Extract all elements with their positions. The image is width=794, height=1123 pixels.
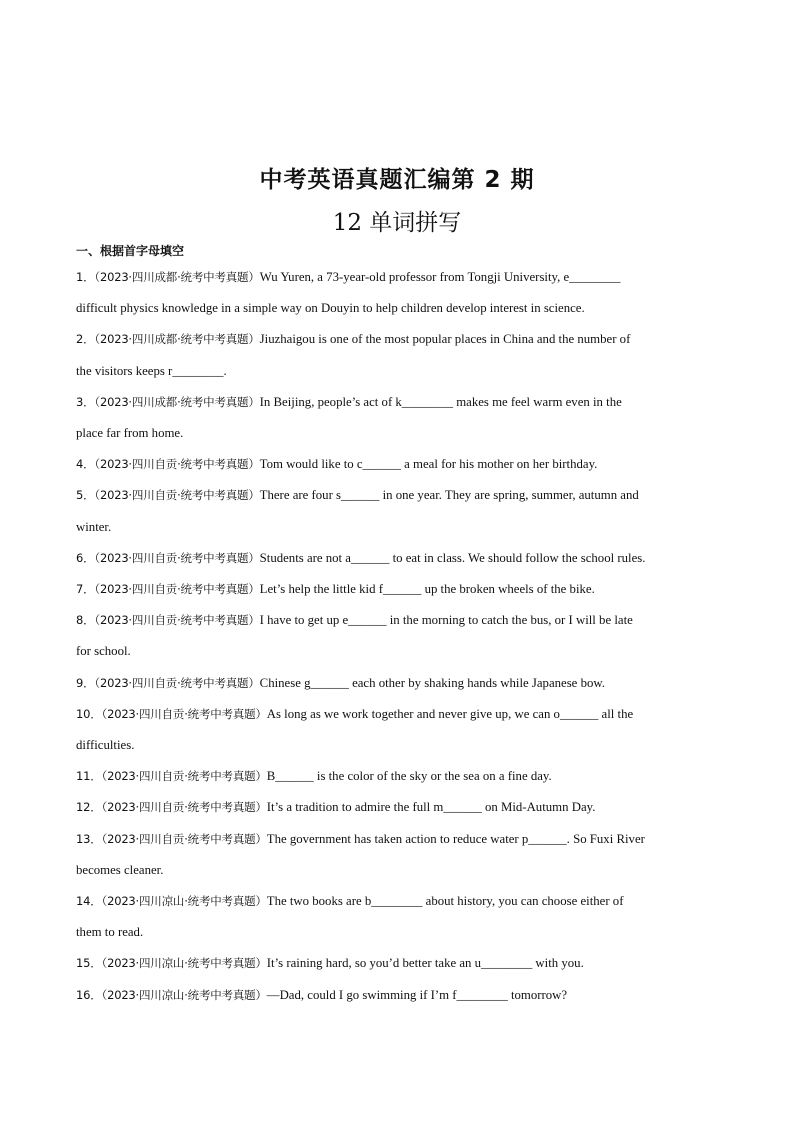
- question-continuation: [76, 730, 726, 761]
- question-text: difficult physics knowledge in a simple way on Douyin to help children develop interest in science.: [76, 301, 585, 316]
- question-item: [76, 824, 726, 855]
- question-source: 3．（2023·四川成都·统考中考真题）: [76, 394, 260, 409]
- question-item: [76, 761, 726, 792]
- question-continuation: [76, 293, 726, 324]
- question-text: Tom would like to c______ a meal for his mother on her birthday.: [259, 457, 598, 472]
- question-text: Let’s help the little kid f______ up the broken wheels of the bike.: [259, 582, 595, 596]
- question-text: them to read.: [76, 925, 144, 940]
- question-source: 16．（2023·四川凉山·统考中考真题）: [76, 987, 267, 1002]
- question-item: [76, 699, 726, 730]
- question-source: 4．（2023·四川自贡·统考中考真题）: [76, 457, 260, 472]
- question-item: [76, 948, 726, 979]
- question-text: Jiuzhaigou is one of the most popular places in China and the number of: [259, 332, 631, 347]
- question-source: 5．（2023·四川自贡·统考中考真题）: [76, 488, 260, 503]
- document-subtitle: 12 单词拼写: [332, 210, 462, 236]
- question-text: As long as we work together and never give up, we can o______ all the: [266, 706, 634, 721]
- question-continuation: [76, 356, 726, 387]
- question-item: [76, 387, 726, 418]
- question-continuation: [76, 512, 726, 543]
- question-text: The government has taken action to reduce water p______. So Fuxi River: [266, 831, 645, 846]
- question-text: There are four s______ in one year. They are spring, summer, autumn and: [259, 488, 639, 503]
- document-title: 中考英语真题汇编第 2 期: [259, 167, 535, 193]
- question-item: [76, 980, 726, 1011]
- question-text: place far from home.: [76, 426, 184, 440]
- question-source: 11．（2023·四川自贡·统考中考真题）: [76, 769, 267, 784]
- question-item: [76, 668, 726, 699]
- question-source: 12．（2023·四川自贡·统考中考真题）: [76, 800, 267, 815]
- question-item: [76, 792, 726, 823]
- question-text: for school.: [76, 644, 131, 659]
- question-text: B______ is the color of the sky or the sea on a fine day.: [266, 769, 552, 784]
- question-continuation: [76, 636, 726, 667]
- question-item: [76, 449, 726, 480]
- question-item: [76, 480, 726, 511]
- question-text: becomes cleaner.: [76, 862, 164, 877]
- question-item: [76, 543, 726, 574]
- question-source: 9．（2023·四川自贡·统考中考真题）: [76, 675, 260, 690]
- question-source: 2．（2023·四川成都·统考中考真题）: [76, 332, 260, 347]
- question-item: [76, 574, 726, 605]
- question-text: Students are not a______ to eat in class. We should follow the school rules.: [259, 550, 646, 565]
- question-text: Chinese g______ each other by shaking hands while Japanese bow.: [259, 675, 605, 690]
- question-text: I have to get up e______ in the morning to catch the bus, or I will be late: [259, 613, 633, 628]
- question-source: 1．（2023·四川成都·统考中考真题）: [76, 270, 260, 284]
- question-source: 15．（2023·四川凉山·统考中考真题）: [76, 956, 267, 971]
- question-text: winter.: [76, 519, 112, 534]
- question-text: In Beijing, people’s act of k________ makes me feel warm even in the: [259, 394, 622, 409]
- question-continuation: [76, 418, 726, 449]
- question-source: 6．（2023·四川自贡·统考中考真题）: [76, 550, 260, 565]
- question-source: 14．（2023·四川凉山·统考中考真题）: [76, 894, 267, 908]
- question-item: [76, 886, 726, 917]
- question-item: [76, 262, 726, 293]
- question-text: difficulties.: [76, 738, 135, 752]
- question-source: 10．（2023·四川自贡·统考中考真题）: [76, 706, 267, 721]
- question-source: 13．（2023·四川自贡·统考中考真题）: [76, 831, 267, 846]
- question-source: 8．（2023·四川自贡·统考中考真题）: [76, 613, 260, 628]
- question-source: 7．（2023·四川自贡·统考中考真题）: [76, 582, 260, 596]
- question-item: [76, 605, 726, 636]
- section-heading: 一、根据首字母填空: [76, 244, 185, 258]
- question-text: —Dad, could I go swimming if I’m f________ tomorrow?: [266, 987, 568, 1002]
- question-text: It’s a tradition to admire the full m______ on Mid-Autumn Day.: [266, 800, 596, 815]
- question-text: the visitors keeps r________.: [76, 363, 227, 378]
- question-item: [76, 324, 726, 355]
- question-text: It’s raining hard, so you’d better take an u________ with you.: [266, 956, 584, 971]
- question-text: The two books are b________ about history, you can choose either of: [266, 894, 624, 908]
- question-continuation: [76, 855, 726, 886]
- question-text: Wu Yuren, a 73-year-old professor from Tongji University, e________: [259, 270, 621, 284]
- question-continuation: [76, 917, 726, 948]
